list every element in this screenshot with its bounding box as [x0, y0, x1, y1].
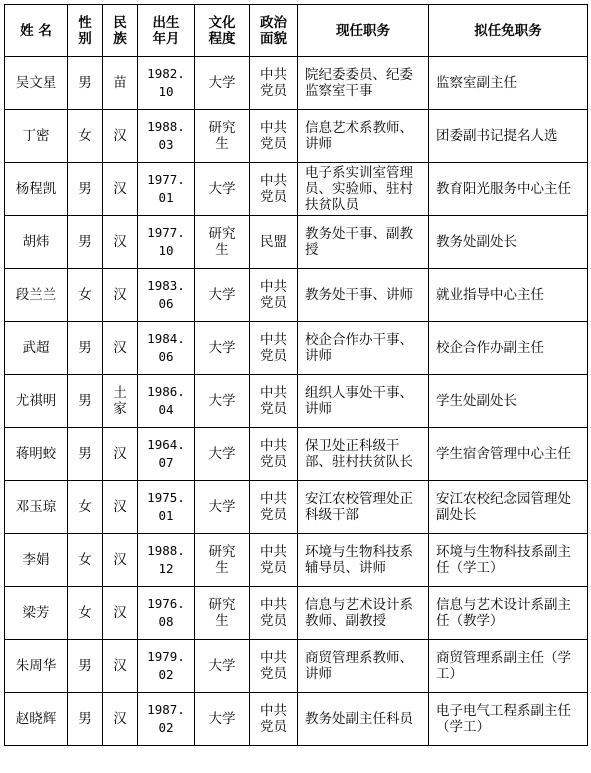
cell-name: 段兰兰: [5, 269, 68, 322]
table-row: [5, 163, 588, 216]
cell-proposed-position: 教务处副处长: [429, 216, 588, 269]
cell-education-line: 研究: [208, 544, 236, 560]
cell-politics-line: 民盟: [260, 234, 287, 250]
cell-gender: 女: [68, 481, 103, 534]
cell-current-position: 信息艺术系教师、讲师: [298, 110, 429, 163]
header-current-position: 现任职务: [298, 5, 429, 57]
cell-proposed-position: 安江农校纪念园管理处副处长: [429, 481, 588, 534]
cell-politics-line: 中共: [260, 67, 287, 83]
cell-education-line: 生: [215, 613, 229, 629]
table-row: [5, 375, 588, 428]
cell-politics-line: 党员: [260, 295, 287, 311]
header-gender-line2: 别: [78, 30, 92, 47]
cell-ethnicity-line: 家: [113, 401, 127, 417]
cell-ethnicity: [103, 322, 138, 375]
cell-birth-line: 1983.: [147, 278, 185, 293]
cell-name: 李娟: [5, 534, 68, 587]
header-education-line1: 文化: [208, 14, 236, 31]
cell-politics: [250, 269, 298, 322]
cell-education-line: 生: [215, 560, 229, 576]
cell-birth-line: 01: [158, 508, 174, 523]
cell-ethnicity-line: 汉: [113, 128, 127, 144]
cell-ethnicity: [103, 693, 138, 746]
cell-proposed-position: 商贸管理系副主任（学工）: [429, 640, 588, 693]
cell-politics-line: 中共: [260, 279, 287, 295]
cell-ethnicity: [103, 269, 138, 322]
cell-birth-line: 08: [158, 614, 174, 629]
header-birth-line2: 年月: [152, 30, 180, 47]
cell-ethnicity-line: 汉: [113, 181, 127, 197]
header-birth: [138, 5, 195, 57]
cell-birth-line: 1987.: [147, 702, 185, 717]
table-body: [5, 57, 588, 746]
cell-proposed-position: 监察室副主任: [429, 57, 588, 110]
cell-education-line: 研究: [208, 120, 236, 136]
cell-education-line: 生: [215, 242, 229, 258]
cell-education: [195, 428, 250, 481]
cell-politics: [250, 57, 298, 110]
cell-birth: [138, 481, 195, 534]
cell-ethnicity-line: 汉: [113, 287, 127, 303]
cell-current-position: 教务处干事、副教授: [298, 216, 429, 269]
header-education-line2: 程度: [208, 30, 236, 47]
cell-birth: [138, 110, 195, 163]
cell-ethnicity: [103, 534, 138, 587]
cell-politics-line: 中共: [260, 597, 287, 613]
cell-politics-line: 中共: [260, 173, 287, 189]
cell-politics-line: 党员: [260, 666, 287, 682]
cell-birth: [138, 640, 195, 693]
cell-ethnicity: [103, 216, 138, 269]
cell-ethnicity: [103, 57, 138, 110]
cell-education-line: 大学: [208, 181, 236, 197]
header-birth-line1: 出生: [152, 14, 180, 31]
cell-education-line: 大学: [208, 446, 236, 462]
cell-politics: [250, 216, 298, 269]
cell-ethnicity: [103, 375, 138, 428]
cell-politics-line: 党员: [260, 719, 287, 735]
table-row: [5, 481, 588, 534]
cell-name: 丁密: [5, 110, 68, 163]
header-politics-line2: 面貌: [260, 30, 287, 47]
cell-education: [195, 57, 250, 110]
cell-education-line: 大学: [208, 75, 236, 91]
cell-education-line: 大学: [208, 287, 236, 303]
header-ethnicity: [103, 5, 138, 57]
cell-politics-line: 中共: [260, 332, 287, 348]
cell-proposed-position: 学生处副处长: [429, 375, 588, 428]
cell-current-position: 教务处副主任科员: [298, 693, 429, 746]
header-gender: [68, 5, 103, 57]
cell-current-position: 环境与生物科技系辅导员、讲师: [298, 534, 429, 587]
cell-politics-line: 党员: [260, 507, 287, 523]
cell-birth-line: 1976.: [147, 596, 185, 611]
personnel-table: [4, 4, 588, 746]
cell-name: 邓玉琼: [5, 481, 68, 534]
cell-birth-line: 01: [158, 190, 174, 205]
cell-ethnicity-line: 苗: [113, 75, 127, 91]
cell-birth: [138, 57, 195, 110]
cell-gender: 男: [68, 322, 103, 375]
cell-education-line: 生: [215, 136, 229, 152]
cell-education-line: 研究: [208, 226, 236, 242]
cell-birth-line: 02: [158, 720, 174, 735]
cell-proposed-position: 电子电气工程系副主任（学工）: [429, 693, 588, 746]
cell-politics-line: 中共: [260, 703, 287, 719]
cell-politics: [250, 693, 298, 746]
cell-birth: [138, 269, 195, 322]
cell-birth: [138, 216, 195, 269]
cell-ethnicity-line: 土: [113, 385, 127, 401]
cell-proposed-position: 学生宿舍管理中心主任: [429, 428, 588, 481]
cell-birth: [138, 693, 195, 746]
header-ethnicity-line1: 民: [113, 14, 127, 31]
cell-name: 杨程凯: [5, 163, 68, 216]
cell-gender: 男: [68, 375, 103, 428]
cell-education: [195, 163, 250, 216]
cell-ethnicity-line: 汉: [113, 499, 127, 515]
cell-gender: 男: [68, 428, 103, 481]
cell-politics-line: 中共: [260, 385, 287, 401]
cell-politics-line: 党员: [260, 613, 287, 629]
cell-politics: [250, 375, 298, 428]
cell-education: [195, 375, 250, 428]
header-ethnicity-line2: 族: [113, 30, 127, 47]
header-row: [5, 5, 588, 57]
cell-education-line: 大学: [208, 711, 236, 727]
cell-name: 朱周华: [5, 640, 68, 693]
cell-ethnicity: [103, 481, 138, 534]
table-row: [5, 534, 588, 587]
cell-education: [195, 640, 250, 693]
cell-proposed-position: 环境与生物科技系副主任（学工）: [429, 534, 588, 587]
cell-politics-line: 中共: [260, 120, 287, 136]
table-row: [5, 428, 588, 481]
cell-gender: 女: [68, 269, 103, 322]
cell-politics: [250, 587, 298, 640]
table-row: [5, 322, 588, 375]
header-name: 姓 名: [5, 5, 68, 57]
cell-gender: 男: [68, 216, 103, 269]
cell-politics-line: 党员: [260, 83, 287, 99]
header-politics: [250, 5, 298, 57]
cell-birth: [138, 163, 195, 216]
cell-gender: 男: [68, 693, 103, 746]
cell-education: [195, 216, 250, 269]
table-row: [5, 57, 588, 110]
cell-birth-line: 1988.: [147, 119, 185, 134]
cell-proposed-position: 团委副书记提名人选: [429, 110, 588, 163]
cell-birth: [138, 534, 195, 587]
cell-birth-line: 10: [158, 84, 174, 99]
header-politics-line1: 政治: [260, 14, 287, 31]
cell-gender: 男: [68, 640, 103, 693]
cell-ethnicity-line: 汉: [113, 552, 127, 568]
cell-birth: [138, 375, 195, 428]
cell-current-position: 院纪委委员、纪委监察室干事: [298, 57, 429, 110]
cell-current-position: 安江农校管理处正科级干部: [298, 481, 429, 534]
cell-current-position: 校企合作办干事、讲师: [298, 322, 429, 375]
header-education: [195, 5, 250, 57]
cell-birth-line: 04: [158, 402, 174, 417]
cell-politics: [250, 322, 298, 375]
table-row: [5, 269, 588, 322]
table-row: [5, 640, 588, 693]
cell-birth-line: 1982.: [147, 66, 185, 81]
cell-education: [195, 693, 250, 746]
cell-birth-line: 1977.: [147, 225, 185, 240]
cell-education-line: 大学: [208, 499, 236, 515]
cell-ethnicity: [103, 587, 138, 640]
cell-current-position: 信息与艺术设计系教师、副教授: [298, 587, 429, 640]
table-row: [5, 587, 588, 640]
cell-birth: [138, 322, 195, 375]
cell-name: 武超: [5, 322, 68, 375]
cell-proposed-position: 教育阳光服务中心主任: [429, 163, 588, 216]
cell-politics: [250, 481, 298, 534]
cell-ethnicity-line: 汉: [113, 340, 127, 356]
cell-politics: [250, 534, 298, 587]
cell-politics: [250, 640, 298, 693]
cell-proposed-position: 校企合作办副主任: [429, 322, 588, 375]
cell-education: [195, 269, 250, 322]
cell-politics-line: 党员: [260, 401, 287, 417]
cell-name: 尤祺明: [5, 375, 68, 428]
cell-name: 吴文星: [5, 57, 68, 110]
table-row: [5, 110, 588, 163]
header-gender-line1: 性: [78, 14, 92, 31]
cell-current-position: 电子系实训室管理员、实验师、驻村扶贫队员: [298, 163, 429, 216]
cell-birth-line: 1988.: [147, 543, 185, 558]
cell-ethnicity-line: 汉: [113, 711, 127, 727]
cell-politics-line: 中共: [260, 650, 287, 666]
cell-birth-line: 1986.: [147, 384, 185, 399]
cell-politics-line: 中共: [260, 491, 287, 507]
table-row: [5, 216, 588, 269]
cell-education: [195, 322, 250, 375]
cell-education: [195, 534, 250, 587]
cell-current-position: 教务处干事、讲师: [298, 269, 429, 322]
cell-gender: 女: [68, 534, 103, 587]
cell-ethnicity-line: 汉: [113, 605, 127, 621]
cell-ethnicity-line: 汉: [113, 234, 127, 250]
cell-ethnicity: [103, 428, 138, 481]
cell-ethnicity-line: 汉: [113, 446, 127, 462]
cell-politics: [250, 110, 298, 163]
cell-education-line: 大学: [208, 340, 236, 356]
cell-politics-line: 党员: [260, 136, 287, 152]
cell-politics-line: 党员: [260, 454, 287, 470]
cell-proposed-position: 就业指导中心主任: [429, 269, 588, 322]
header-proposed-position: 拟任免职务: [429, 5, 588, 57]
cell-name: 蒋明蛟: [5, 428, 68, 481]
cell-education-line: 研究: [208, 597, 236, 613]
cell-education: [195, 587, 250, 640]
cell-ethnicity: [103, 163, 138, 216]
cell-current-position: 商贸管理系教师、讲师: [298, 640, 429, 693]
cell-politics: [250, 163, 298, 216]
cell-gender: 女: [68, 110, 103, 163]
cell-birth-line: 1979.: [147, 649, 185, 664]
cell-politics-line: 中共: [260, 438, 287, 454]
cell-current-position: 保卫处正科级干部、驻村扶贫队长: [298, 428, 429, 481]
cell-education: [195, 110, 250, 163]
cell-birth-line: 1975.: [147, 490, 185, 505]
cell-name: 胡炜: [5, 216, 68, 269]
cell-birth-line: 1977.: [147, 172, 185, 187]
cell-politics: [250, 428, 298, 481]
cell-ethnicity-line: 汉: [113, 658, 127, 674]
cell-birth-line: 1964.: [147, 437, 185, 452]
cell-birth-line: 10: [158, 243, 174, 258]
cell-current-position: 组织人事处干事、讲师: [298, 375, 429, 428]
cell-birth-line: 06: [158, 296, 174, 311]
cell-gender: 男: [68, 163, 103, 216]
cell-gender: 男: [68, 57, 103, 110]
cell-politics-line: 中共: [260, 544, 287, 560]
cell-birth-line: 12: [158, 561, 174, 576]
cell-politics-line: 党员: [260, 189, 287, 205]
cell-ethnicity: [103, 110, 138, 163]
cell-education: [195, 481, 250, 534]
cell-birth-line: 07: [158, 455, 174, 470]
cell-birth-line: 02: [158, 667, 174, 682]
cell-birth: [138, 428, 195, 481]
cell-politics-line: 党员: [260, 348, 287, 364]
cell-gender: 女: [68, 587, 103, 640]
cell-birth-line: 03: [158, 137, 174, 152]
cell-name: 赵晓辉: [5, 693, 68, 746]
table-row: [5, 693, 588, 746]
cell-ethnicity: [103, 640, 138, 693]
cell-education-line: 大学: [208, 658, 236, 674]
cell-politics-line: 党员: [260, 560, 287, 576]
cell-birth: [138, 587, 195, 640]
cell-name: 梁芳: [5, 587, 68, 640]
cell-birth-line: 1984.: [147, 331, 185, 346]
cell-proposed-position: 信息与艺术设计系副主任（教学）: [429, 587, 588, 640]
cell-birth-line: 06: [158, 349, 174, 364]
cell-education-line: 大学: [208, 393, 236, 409]
